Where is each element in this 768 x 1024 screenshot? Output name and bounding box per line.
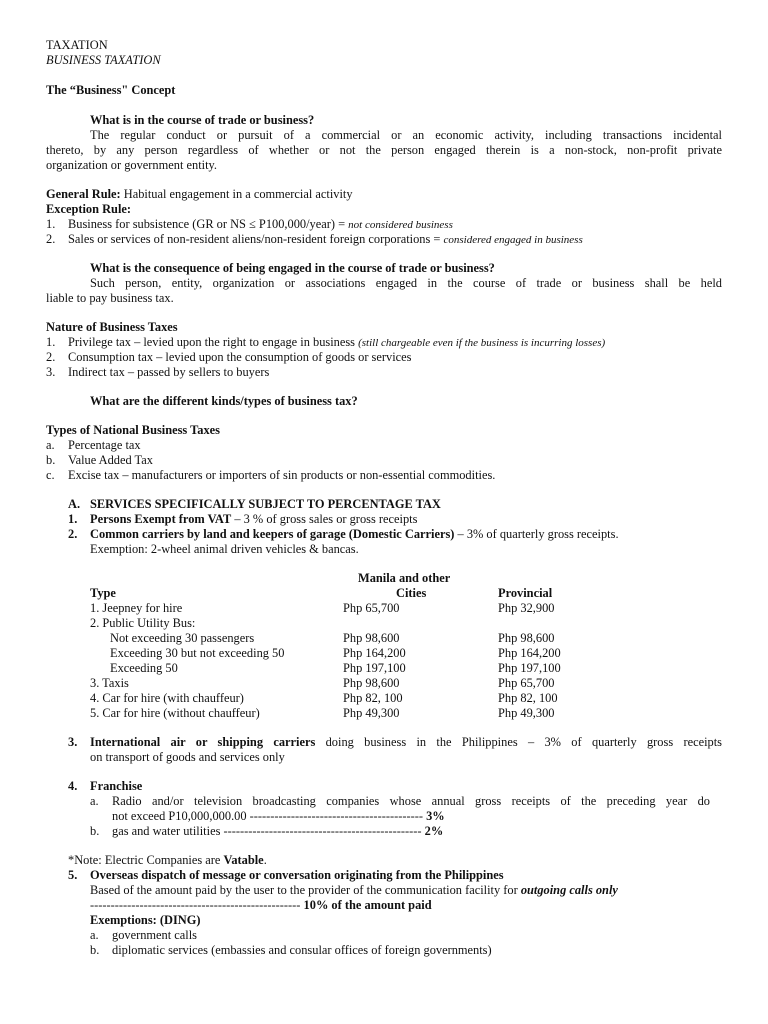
table-cell-provincial: Php 82, 100 [498, 691, 558, 705]
outgoing-calls-emphasis: outgoing calls only [520, 883, 618, 897]
types-text: Value Added Tax [68, 453, 153, 467]
exemption-text: diplomatic services (embassies and consular offices of foreign governments) [112, 943, 492, 957]
percentage-item [90, 527, 619, 542]
overseas-heading: Overseas dispatch of message or conversation originating from the Philippines [90, 868, 504, 882]
nature-note: (still chargeable even if the business is incurring losses) [358, 337, 606, 349]
list-letter: a. [46, 438, 55, 452]
general-rule [46, 187, 353, 202]
list-letter: b. [90, 943, 100, 957]
table-header-manila: Manila and other [358, 571, 451, 585]
nature-text: Consumption tax – levied upon the consumption of goods or services [68, 350, 412, 364]
answer-line: organization or government entity. [46, 158, 218, 172]
exception-note: considered engaged in business [443, 234, 583, 246]
overseas-rate: 10% of the amount paid [303, 898, 432, 912]
item-bold: Common carriers by land and keepers of garage (Domestic Carriers) [90, 527, 455, 541]
exemption-item [90, 943, 492, 958]
answer-line: Such person, entity, organization or associations engaged in the course of trade or business shall be held [90, 276, 722, 290]
nature-item [46, 365, 269, 380]
table-cell-type: 2. Public Utility Bus: [90, 616, 196, 630]
types-heading: Types of National Business Taxes [46, 423, 220, 437]
table-cell-type: 5. Car for hire (without chauffeur) [90, 706, 260, 720]
table-cell-type: Exceeding 50 [110, 661, 178, 675]
list-number: 2. [46, 232, 56, 246]
list-number: 3. [68, 735, 78, 749]
franchise-heading: Franchise [90, 779, 143, 793]
international-carriers-item [90, 735, 722, 750]
table-cell-provincial: Php 197,100 [498, 661, 561, 675]
table-cell-provincial: Php 98,600 [498, 631, 555, 645]
types-text: Excise tax – manufacturers or importers of sin products or non-essential commodities. [68, 468, 496, 482]
list-number: 1. [46, 217, 56, 231]
table-cell-type: 4. Car for hire (with chauffeur) [90, 691, 244, 705]
table-header-type: Type [90, 586, 116, 600]
table-cell-provincial: Php 164,200 [498, 646, 561, 660]
list-number: 4. [68, 779, 78, 793]
answer-line: The regular conduct or pursuit of a commercial or an economic activity, including transactions incidental [90, 128, 722, 142]
exception-rule-label: Exception Rule: [46, 202, 132, 216]
note-bold: Vatable [223, 853, 264, 867]
franchise-b-rate: 2% [424, 824, 444, 838]
general-rule-text: Habitual engagement in a commercial activity [123, 187, 353, 201]
exemption-item [90, 928, 197, 943]
nature-item [46, 335, 605, 351]
nature-text: Privilege tax – levied upon the right to engage in business [68, 335, 359, 349]
table-cell-manila: Php 197,100 [343, 661, 406, 675]
concept-heading: The “Business" Concept [46, 83, 176, 97]
exception-item [46, 217, 453, 233]
table-cell-provincial: Php 65,700 [498, 676, 555, 690]
types-item [46, 438, 141, 453]
table-cell-manila: Php 98,600 [343, 631, 400, 645]
list-number: 2. [46, 350, 56, 364]
question-consequence: What is the consequence of being engaged in the course of trade or business? [90, 261, 495, 275]
exemption-note: Exemption: 2-wheel animal driven vehicles & bancas. [90, 542, 359, 556]
list-number: 1. [68, 512, 78, 526]
list-letter: c. [46, 468, 55, 482]
overseas-text: Based of the amount paid by the user to the provider of the communication facility for [90, 883, 521, 897]
overseas-dashes: --------------------------------------------------- [90, 898, 304, 912]
list-number: 1. [46, 335, 56, 349]
franchise-a-line1: Radio and/or television broadcasting companies whose annual gross receipts of the preceding year do [112, 794, 710, 808]
overseas-line2 [90, 898, 432, 913]
electric-note [68, 853, 267, 868]
table-cell-manila: Php 98,600 [343, 676, 400, 690]
franchise-a-rate: 3% [426, 809, 445, 823]
exception-item [46, 232, 583, 248]
answer-line: liable to pay business tax. [46, 291, 174, 305]
nature-text: Indirect tax – passed by sellers to buyers [68, 365, 270, 379]
table-cell-type: 1. Jeepney for hire [90, 601, 183, 615]
table-cell-type: Not exceeding 30 passengers [110, 631, 255, 645]
exception-text: Business for subsistence (GR or NS ≤ P100,000/year) = [68, 217, 349, 231]
nature-heading: Nature of Business Taxes [46, 320, 178, 334]
types-item [46, 453, 153, 468]
question-trade-or-business: What is in the course of trade or business? [90, 113, 315, 127]
exemptions-heading: Exemptions: (DING) [90, 913, 201, 927]
exception-text: Sales or services of non-resident aliens/non-resident foreign corporations = [68, 232, 444, 246]
types-item [46, 468, 495, 483]
answer-line: thereto, by any person regardless of whether or not the person engaged therein is a non-stock, non-profit private [46, 143, 722, 157]
table-cell-type: 3. Taxis [90, 676, 129, 690]
general-rule-label: General Rule: [46, 187, 121, 201]
question-types: What are the different kinds/types of business tax? [90, 394, 358, 408]
franchise-a-text: not exceed P10,000,000.00 ------------------------------------------ [112, 809, 427, 823]
table-cell-provincial: Php 49,300 [498, 706, 555, 720]
franchise-b-line [112, 824, 443, 839]
item-text-line2: on transport of goods and services only [90, 750, 285, 764]
table-cell-provincial: Php 32,900 [498, 601, 555, 615]
item-text: – 3 % of gross sales or gross receipts [231, 512, 418, 526]
table-cell-manila: Php 164,200 [343, 646, 406, 660]
section-a-label: A. [68, 497, 81, 511]
document-subtitle: BUSINESS TAXATION [46, 53, 161, 67]
list-letter: b. [46, 453, 56, 467]
list-letter: a. [90, 794, 99, 808]
exemption-text: government calls [112, 928, 197, 942]
franchise-b-text: gas and water utilities ------------------------------------------------ [112, 824, 425, 838]
table-cell-manila: Php 49,300 [343, 706, 400, 720]
overseas-line1 [90, 883, 618, 898]
nature-item [46, 350, 411, 365]
table-header-provincial: Provincial [498, 586, 553, 600]
table-cell-type: Exceeding 30 but not exceeding 50 [110, 646, 285, 660]
exception-note: not considered business [348, 219, 453, 231]
item-bold: International air or shipping carriers [90, 735, 316, 749]
table-cell-manila: Php 82, 100 [343, 691, 403, 705]
section-a-heading: SERVICES SPECIFICALLY SUBJECT TO PERCENTAGE TAX [90, 497, 441, 511]
franchise-a-line2 [112, 809, 445, 824]
item-text: – 3% of quarterly gross receipts. [454, 527, 619, 541]
list-number: 2. [68, 527, 78, 541]
document-title: TAXATION [46, 38, 108, 52]
percentage-item [90, 512, 417, 527]
types-text: Percentage tax [68, 438, 141, 452]
table-cell-manila: Php 65,700 [343, 601, 400, 615]
item-text: doing business in the Philippines – 3% of quarterly gross receipts [315, 735, 722, 749]
item-bold: Persons Exempt from VAT [90, 512, 232, 526]
list-letter: b. [90, 824, 100, 838]
list-number: 3. [46, 365, 56, 379]
note-end: . [263, 853, 267, 867]
list-number: 5. [68, 868, 78, 882]
note-text: *Note: Electric Companies are [68, 853, 224, 867]
table-header-cities: Cities [396, 586, 427, 600]
list-letter: a. [90, 928, 99, 942]
